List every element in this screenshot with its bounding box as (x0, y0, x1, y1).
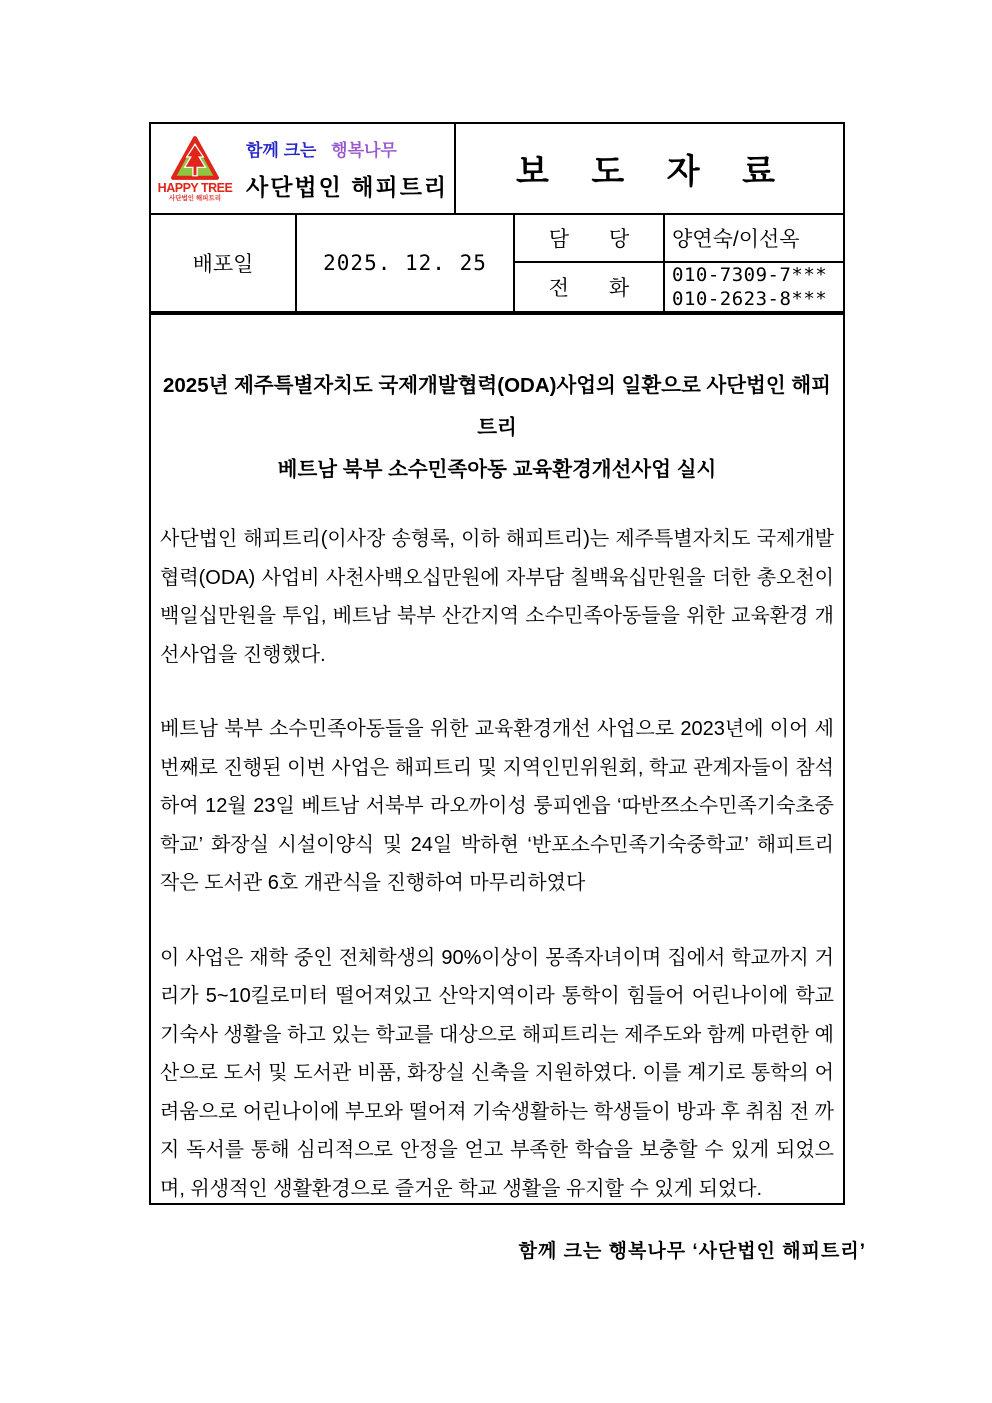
logo-brand-text: HAPPY TREE (157, 180, 233, 195)
phone-number-2: 010-2623-8*** (672, 288, 828, 310)
press-title (160, 365, 834, 491)
slogan-part-2: 행복나무 (331, 140, 397, 160)
release-date-value: 2025. 12. 25 (297, 215, 515, 311)
header-row-meta (151, 215, 843, 311)
phone-number-1: 010-7309-7*** (672, 264, 828, 286)
press-title-line-1: 2025년 제주특별자치도 국제개발협력(ODA)사업의 일환으로 사단법인 해피트리 (163, 374, 831, 439)
press-header-table (149, 122, 845, 313)
slogan-part-1: 함께 크는 (246, 140, 317, 160)
release-date-label: 배포일 (151, 215, 297, 311)
tree-triangle-icon (171, 135, 219, 181)
paragraph-2: 베트남 북부 소수민족아동들을 위한 교육환경개선 사업으로 2023년에 이어 세 번째로 진행된 이번 사업은 해피트리 및 지역인민위원회, 학교 관계자들이 참석하여 12월 23일 베트남 서북부 라오까이성 룽피엔읍 ‘따반쯔소수민족기숙초중학교’ 화장실 시설이양식 및 24일 박하현 ‘반포소수민족기숙중학교’ 해피트리 작은 도서관 6호 개관식을 진행하여 마무리하였다 (160, 718, 834, 894)
header-row-identity (151, 124, 843, 215)
contact-label: 담 당 (515, 215, 665, 261)
document-type-title: 보 도 자 료 (516, 154, 783, 191)
phone-numbers (665, 263, 843, 311)
org-name: 사단법인 해피트리 (246, 173, 449, 200)
contact-names-text: 양연숙/이선옥 (672, 228, 800, 251)
org-slogan (246, 136, 448, 161)
contact-phone-row (515, 263, 843, 311)
paragraph-3: 이 사업은 재학 중인 전체학생의 90%이상이 몽족자녀이며 집에서 학교까지 거리가 5~10킬로미터 떨어져있고 산악지역이라 통학이 힘들어 어린나이에 학교 기숙사 생활을 하고 있는 학교를 대상으로 해피트리는 제주도와 함께 마련한 예산으로 도서 및 도서관 비품, 화장실 신축을 지원하였다. 이를 계기로 통학의 어려움으로 어린나이에 부모와 떨어져 기숙생활하는 학생들이 방과 후 취침 전 까지 독서를 통해 심리적으로 안정을 얻고 부족한 학습을 보충할 수 있게 되었으며, 위생적인 생활환경으로 즐거운 학교 생활을 유지할 수 있게 되었다. (160, 946, 834, 1200)
press-body-box (149, 313, 845, 1205)
phone-label: 전 화 (515, 263, 665, 311)
footer-signature: 함께 크는 행복나무 ‘사단법인 해피트리’ (518, 1241, 866, 1262)
org-name-block (246, 136, 448, 202)
happy-tree-logo (156, 135, 234, 203)
paragraph-1: 사단법인 해피트리(이사장 송형록, 이하 해피트리)는 제주특별자치도 국제개발협력(ODA) 사업비 사천사백오십만원에 자부담 칠백육십만원을 더한 총오천이백일십만원을 투입, 베트남 북부 산간지역 소수민족아동들을 위한 교육환경 개선사업을 진행했다. (160, 528, 834, 666)
contact-person-row (515, 215, 843, 263)
contact-names (665, 215, 843, 261)
org-identity-cell (151, 124, 456, 213)
logo-sub-text: 사단법인 해피트리 (168, 195, 222, 202)
contact-table (515, 215, 843, 311)
press-title-line-2: 베트남 북부 소수민족아동 교육환경개선사업 실시 (277, 458, 717, 481)
